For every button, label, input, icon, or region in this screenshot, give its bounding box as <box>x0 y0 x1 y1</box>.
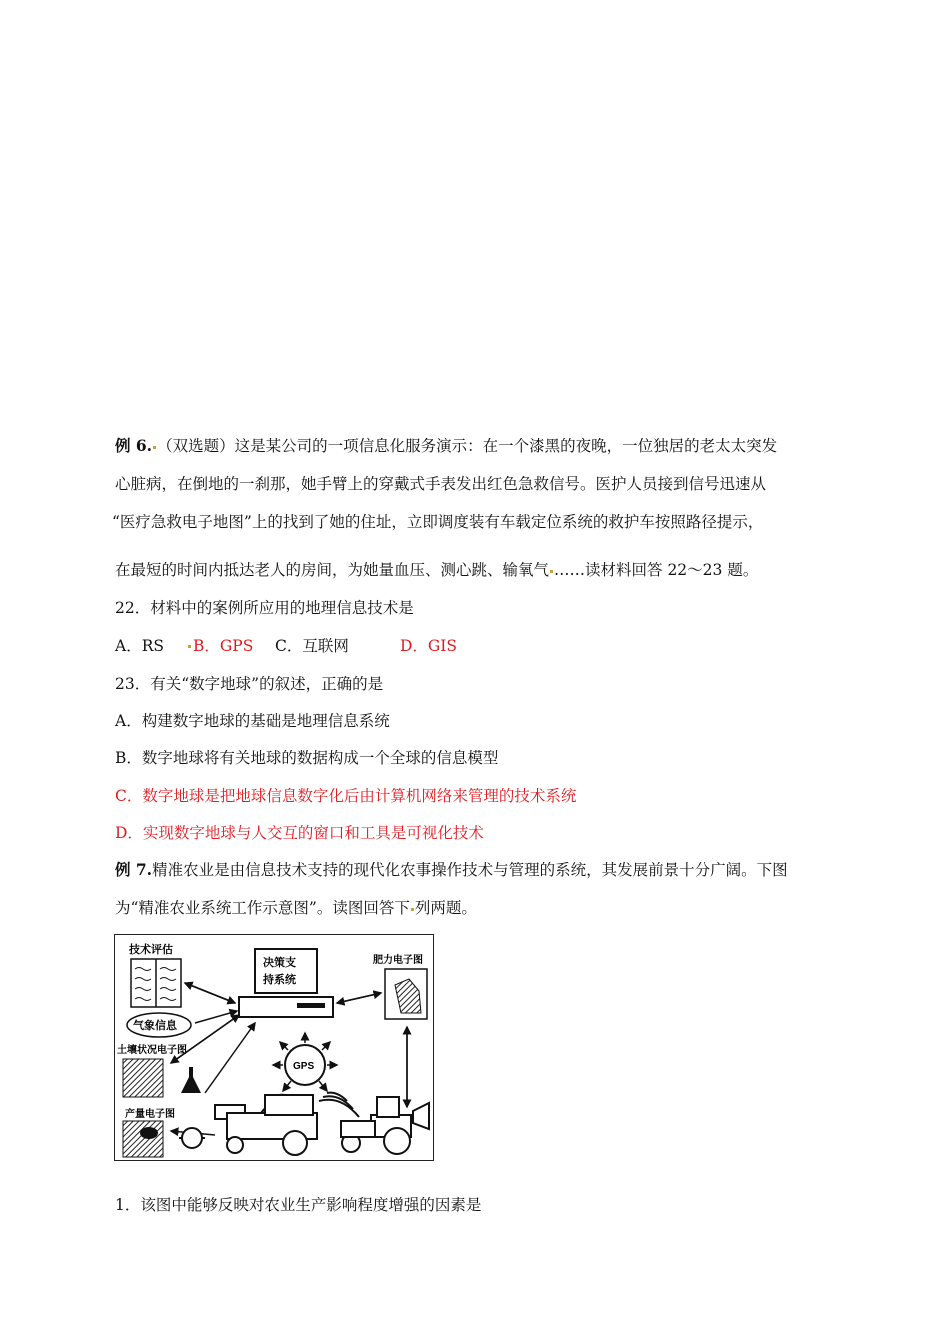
annotation-mark <box>411 908 414 911</box>
option-23-c: C．数字地球是把地球信息数字化后由计算机网络来管理的技术系统 <box>115 787 577 805</box>
example-6-text-4a: 在最短的时间内抵达老人的房间，为她量血压、测心跳、输氧气 <box>115 561 550 579</box>
example-7-line-2 <box>115 898 477 918</box>
example-6-text-4b: ……读材料回答 22～23 题。 <box>554 561 759 579</box>
option-22-d: D．GIS <box>400 637 458 655</box>
label-dss-2: 持系统 <box>263 974 296 986</box>
harvester-icon <box>179 1095 317 1155</box>
computer-icon <box>239 949 333 1017</box>
signal-waves-right <box>319 1093 359 1117</box>
option-22-c: C．互联网 <box>275 637 349 655</box>
diagram-svg <box>115 935 433 1160</box>
label-soil-map: 土壤状况电子图 <box>117 1045 187 1056</box>
annotation-mark <box>188 645 191 648</box>
option-23-d: D．实现数字地球与人交互的窗口和工具是可视化技术 <box>115 824 484 842</box>
label-weather: 气象信息 <box>133 1020 177 1032</box>
option-22-a: A．RS <box>115 637 164 655</box>
example-6-line-3: “医疗急救电子地图”上的找到了她的住址，立即调度装有车载定位系统的救护车按照路径提示， <box>112 513 764 531</box>
yield-map-image <box>123 1121 163 1157</box>
yield-blob <box>140 1127 158 1139</box>
label-fert-map: 肥力电子图 <box>373 955 423 966</box>
label-gps: GPS <box>293 1061 315 1072</box>
tractor-icon <box>341 1097 429 1154</box>
example-6-label: 例 6. <box>115 436 153 455</box>
label-yield-map: 产量电子图 <box>125 1109 175 1120</box>
example-7-label: 例 7. <box>115 860 153 879</box>
example-6-text-1: （双选题）这是某公司的一项信息化服务演示：在一个漆黑的夜晚，一位独居的老太太突发 <box>157 437 778 455</box>
book-icon <box>131 959 181 1007</box>
question-1-stem: 1．该图中能够反映对农业生产影响程度增强的因素是 <box>115 1196 482 1214</box>
example-7-text-1: 精准农业是由信息技术支持的现代化农事操作技术与管理的系统，其发展前景十分广阔。下图 <box>152 861 788 879</box>
beaker-icon <box>181 1067 201 1093</box>
question-22-stem: 22．材料中的案例所应用的地理信息技术是 <box>115 599 414 617</box>
gps-satellite-icon <box>273 1033 337 1091</box>
example-6-line-1 <box>115 436 777 456</box>
example-7-text-2a: 为“精准农业系统工作示意图”。读图回答下 <box>115 899 410 917</box>
example-7-line-1 <box>115 860 788 880</box>
option-22-b: B．GPS <box>193 637 254 655</box>
soil-map-image <box>123 1059 163 1097</box>
option-23-a: A．构建数字地球的基础是地理信息系统 <box>115 712 390 730</box>
label-dss-1: 决策支 <box>263 957 296 969</box>
example-6-line-2: 心脏病，在倒地的一刹那，她手臂上的穿戴式手表发出红色急救信号。医护人员接到信号迅速从 <box>115 475 767 493</box>
option-23-b: B．数字地球将有关地球的数据构成一个全球的信息模型 <box>115 749 499 767</box>
annotation-mark <box>153 446 156 449</box>
cloud-icon <box>127 1013 191 1037</box>
label-tech-eval: 技术评估 <box>129 944 173 956</box>
question-23-stem: 23．有关“数字地球”的叙述，正确的是 <box>115 675 384 693</box>
precision-agriculture-diagram <box>114 934 434 1161</box>
example-7-text-2b: 列两题。 <box>414 899 477 917</box>
example-6-line-4 <box>115 560 758 580</box>
annotation-mark <box>550 570 553 573</box>
